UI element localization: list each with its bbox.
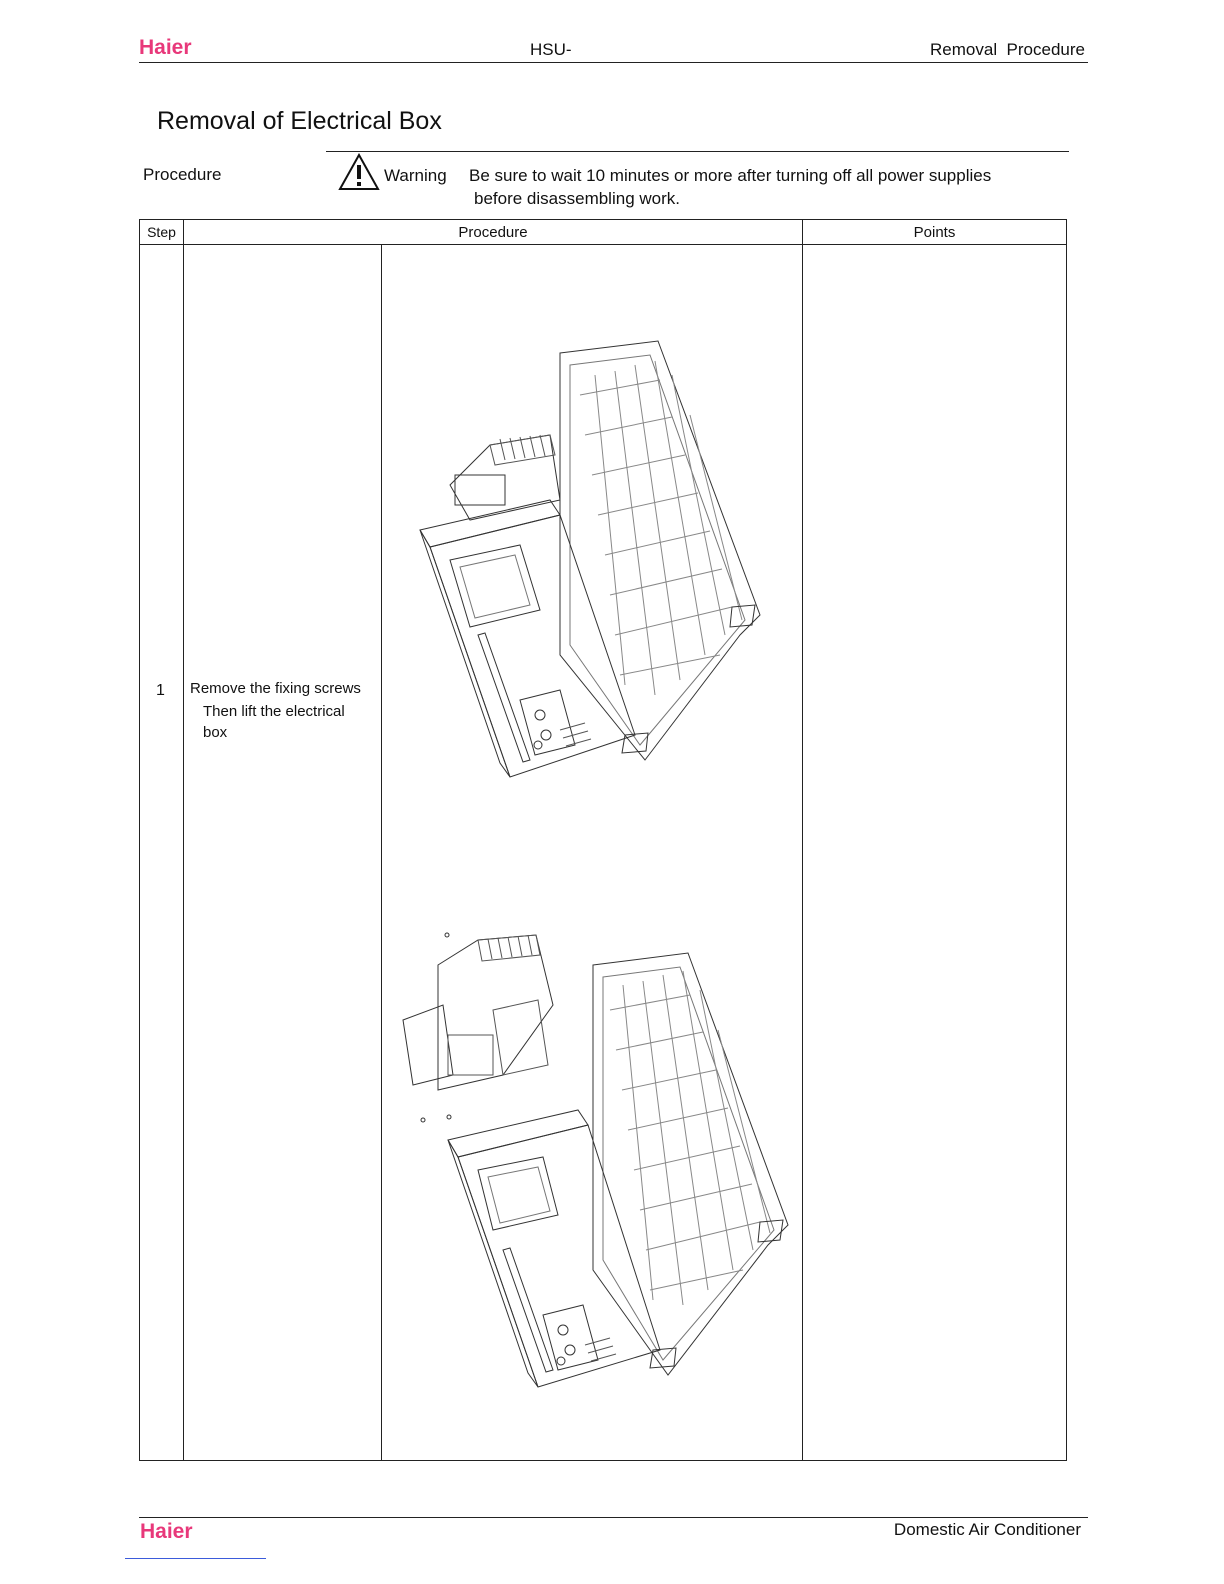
- header-rule: [139, 62, 1088, 63]
- warning-line-2: before disassembling work.: [474, 189, 680, 208]
- table-header-row: [140, 220, 1067, 245]
- step-cell: [140, 245, 184, 1461]
- air-conditioner-electrical-box-removed-illustration: [398, 925, 798, 1395]
- step-text-line-3: box: [203, 724, 228, 741]
- points-cell: [803, 245, 1067, 1461]
- header-model: HSU-: [530, 40, 572, 59]
- header-step: Step: [140, 220, 184, 245]
- warning-line-1: Be sure to wait 10 minutes or more after turning off all power supplies: [469, 166, 992, 185]
- procedure-label: Procedure: [143, 165, 222, 184]
- step-text-line-1: Remove the fixing screws: [190, 680, 361, 697]
- header-logo: Haier: [139, 36, 192, 59]
- footer-underline: [125, 1558, 266, 1559]
- header-points: Points: [803, 220, 1067, 245]
- step-description-cell: [184, 245, 382, 1461]
- warning-rule: [326, 151, 1069, 152]
- warning-label: Warning: [384, 166, 447, 185]
- footer-rule: [139, 1517, 1088, 1518]
- footer-text: Domestic Air Conditioner: [893, 1520, 1081, 1539]
- step-text-line-2: Then lift the electrical: [203, 703, 345, 720]
- header-section: Removal Procedure: [930, 40, 1085, 59]
- step-number: 1: [156, 682, 165, 699]
- footer-logo: Haier: [140, 1520, 193, 1543]
- warning-triangle-icon: [338, 153, 380, 191]
- header-procedure: Procedure: [184, 220, 803, 245]
- air-conditioner-assembled-illustration: [410, 335, 770, 785]
- page-title: Removal of Electrical Box: [157, 107, 442, 135]
